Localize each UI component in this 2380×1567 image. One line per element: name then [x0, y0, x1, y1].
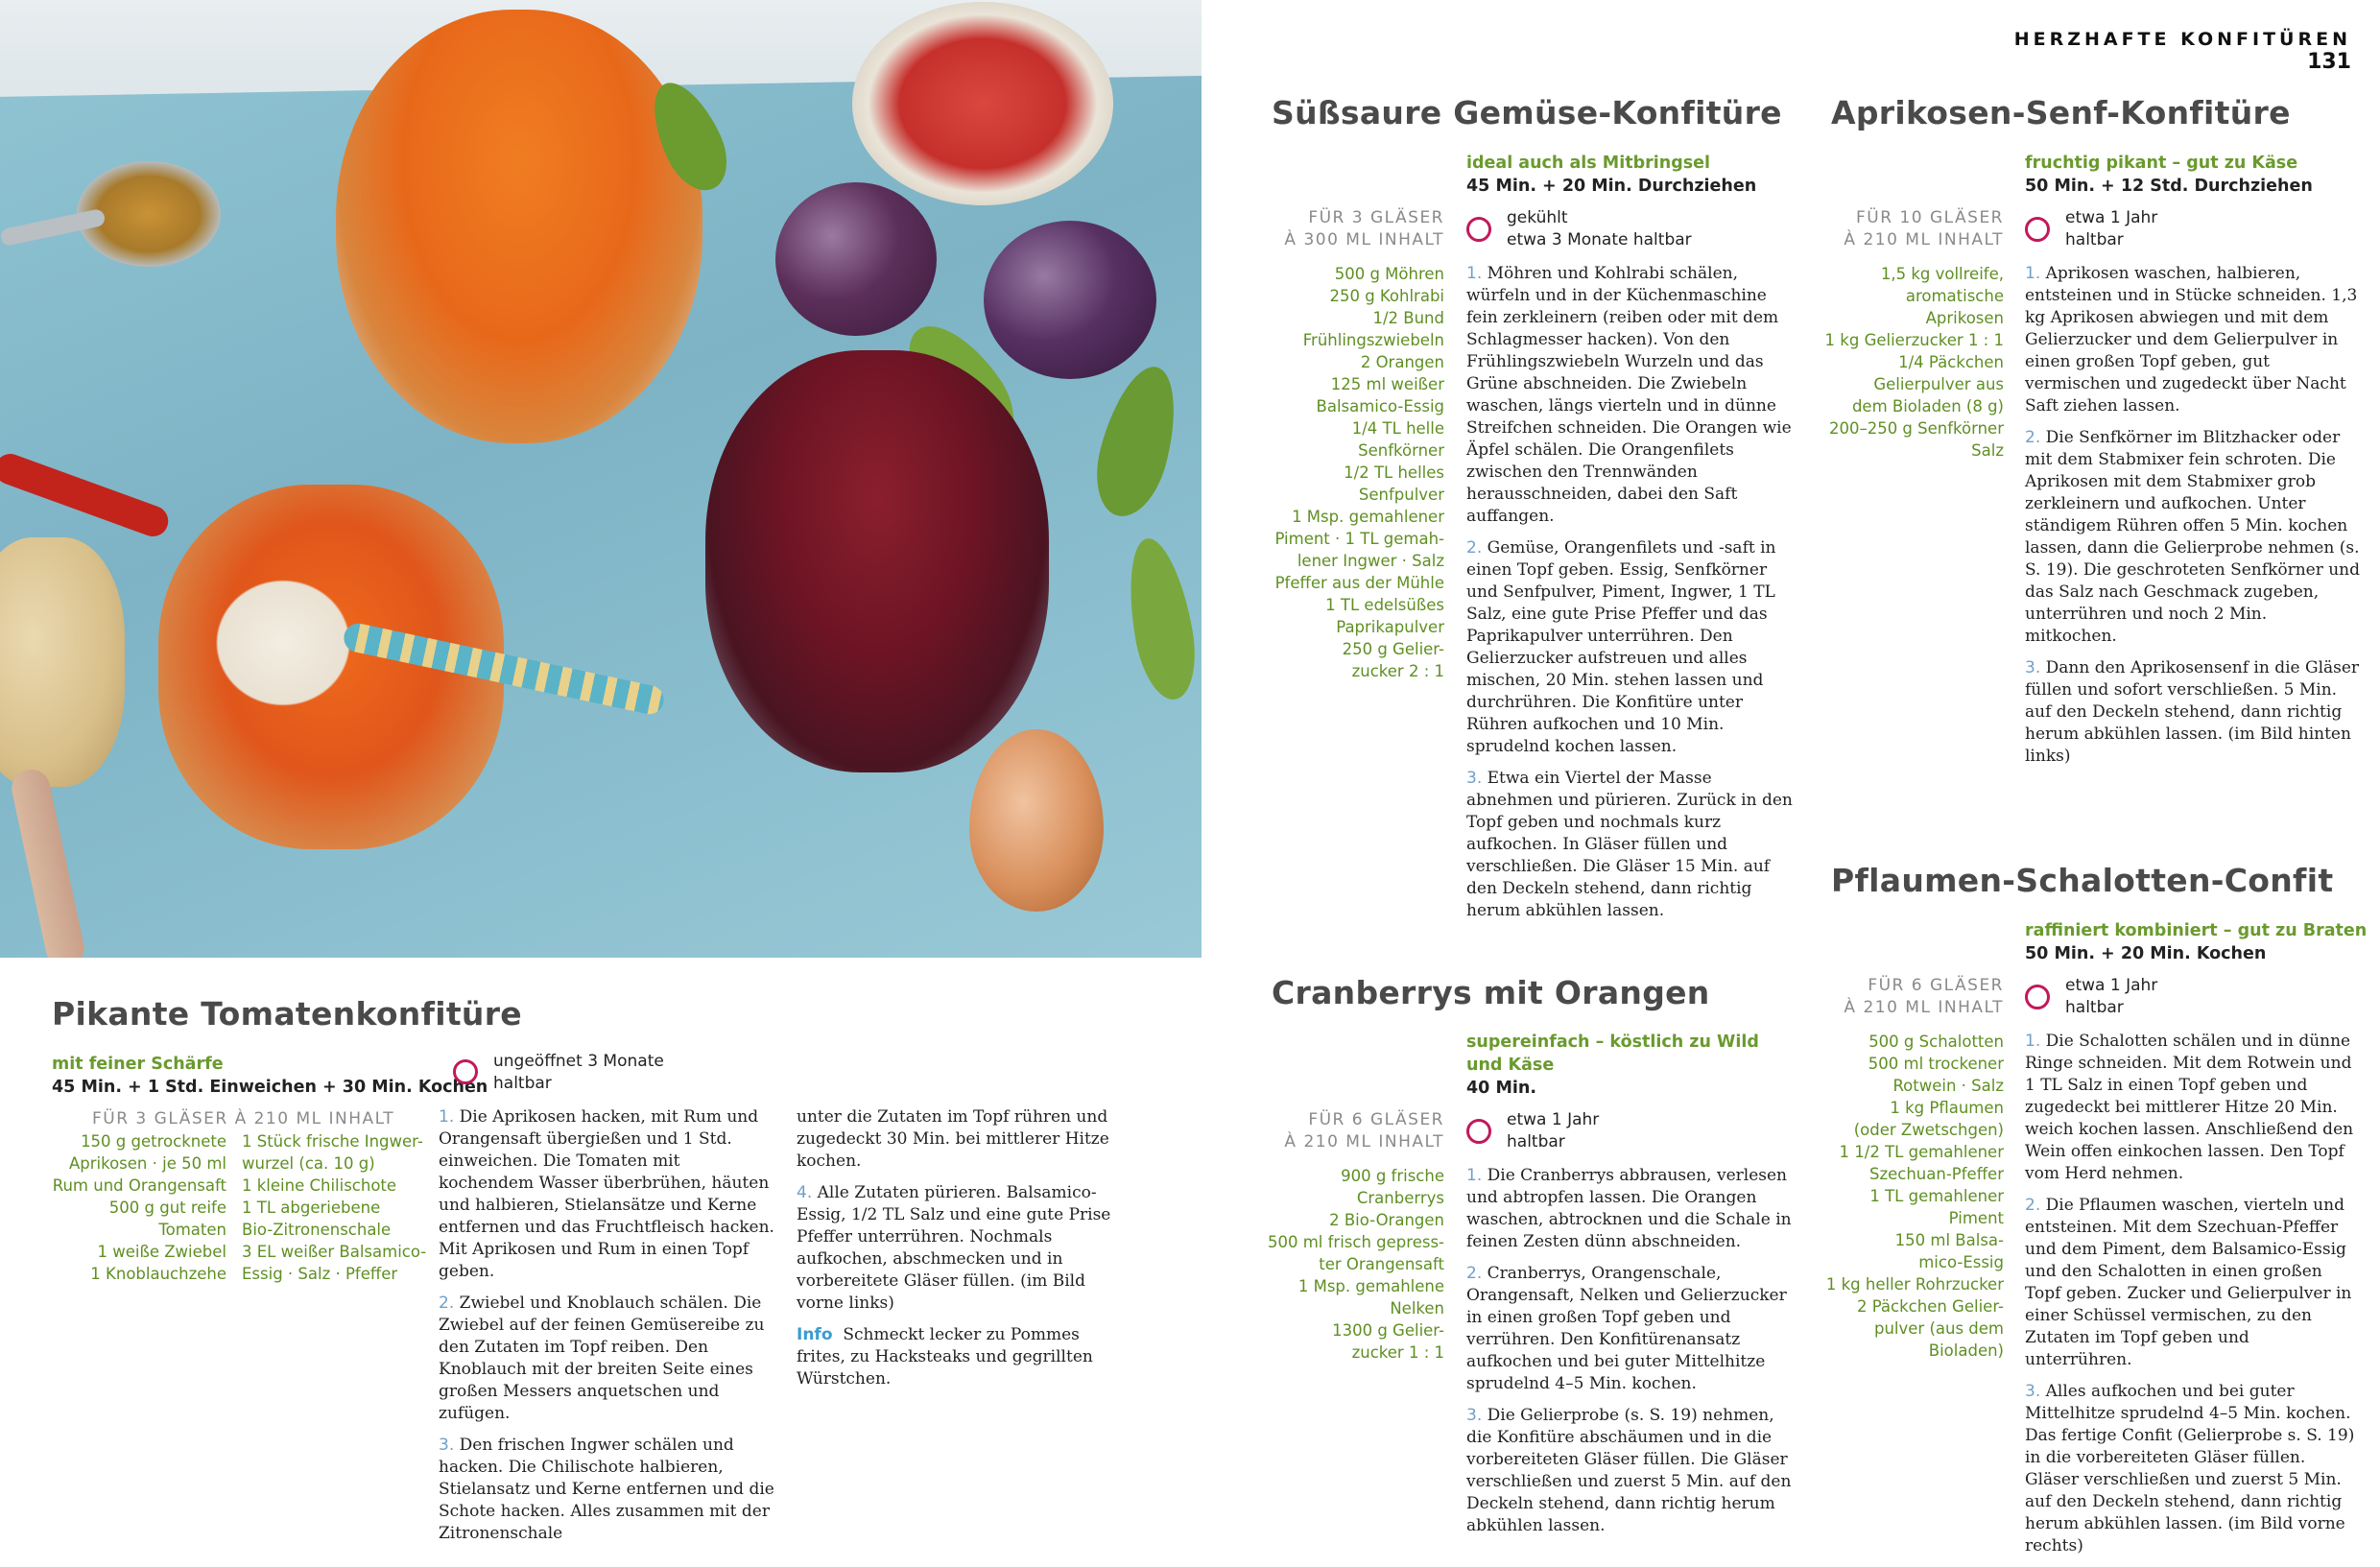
shelf-life	[2065, 207, 2157, 251]
plum	[984, 221, 1156, 379]
ingredient-line: 150 ml Balsa-	[1894, 1231, 2004, 1249]
step-text: Gemüse, Orangenfilets und -saft in einen Topf geben. Essig, Senfkörner und Senfpulver, Piment, Ingwer, 1 TL Salz, eine gute Prise Pfeffer und das Paprikapulver unterrühren. Den Gelierzucker aufstreuen und alles mischen, 20 Min. stehen lassen und durchrühren. Die Konfitüre unter Rühren aufkochen und 10 Min. sprudelnd kochen lassen.	[1466, 538, 1776, 756]
yield-line: À 210 ML INHALT	[1844, 230, 2004, 249]
ingredient-line: 500 ml trockener	[1868, 1055, 2004, 1073]
yield-line: FÜR 3 GLÄSER	[1308, 208, 1444, 227]
ingredient-line: 1 kg heller Rohrzucker	[1825, 1275, 2004, 1294]
ingredient-line: 1 Stück frische Ingwer-	[242, 1132, 423, 1151]
ingredient-line: 500 g Möhren	[1334, 265, 1444, 283]
ingredient-line: zucker 2 : 1	[1351, 662, 1444, 680]
step-number: 3.	[1466, 1406, 1483, 1425]
ingredient-line: Pfeffer aus der Mühle	[1274, 574, 1444, 592]
recipe-time: 40 Min.	[1466, 1079, 1536, 1098]
step-number: 2.	[1466, 538, 1483, 558]
recipe-subtitle: mit feiner Schärfe	[52, 1055, 224, 1074]
ingredient-line: Tomaten	[158, 1221, 226, 1239]
method-steps	[2025, 263, 2361, 777]
ingredient-line: Bioladen)	[1928, 1341, 2004, 1360]
page-number: 131	[2307, 50, 2351, 74]
step-number: 3.	[439, 1436, 455, 1455]
ingredient-line: Rotwein · Salz	[1892, 1077, 2004, 1095]
method-step	[1466, 1165, 1797, 1253]
ingredient-line: (oder Zwetschgen)	[1853, 1121, 2004, 1139]
method-steps	[439, 1106, 774, 1555]
step-continuation: unter die Zutaten im Topf rühren und zugedeckt 30 Min. bei mittlerer Hitze kochen.	[797, 1107, 1109, 1171]
method-step	[1466, 1263, 1797, 1395]
method-steps	[1466, 1165, 1797, 1547]
ingredient-line: 1 weiße Zwiebel	[97, 1243, 226, 1261]
method-step	[1466, 768, 1797, 922]
step-number: 3.	[1466, 769, 1483, 788]
yield-line: FÜR 10 GLÄSER	[1856, 208, 2004, 227]
recipe-yield	[1257, 207, 1444, 251]
shelf-life-line: haltbar	[2065, 998, 2124, 1017]
method-step	[1466, 537, 1797, 758]
ingredient-line: 2 Bio-Orangen	[1329, 1211, 1444, 1229]
shelf-life-ring-icon	[2025, 985, 2050, 1009]
ingredient-line: pulver (aus dem	[1873, 1319, 2004, 1338]
ingredient-line: Balsamico-Essig	[1316, 397, 1444, 415]
step-number: 2.	[1466, 1264, 1483, 1283]
ingredient-line: Aprikosen · je 50 ml	[68, 1154, 226, 1173]
method-steps	[1466, 263, 1797, 932]
shelf-life-line: ungeöffnet 3 Monate	[493, 1052, 664, 1071]
method-steps	[2025, 1031, 2361, 1567]
ingredient-line: 1 kg Gelierzucker 1 : 1	[1824, 331, 2004, 349]
yield-line: FÜR 6 GLÄSER	[1868, 976, 2004, 995]
method-step	[439, 1106, 774, 1283]
ingredient-line: 3 EL weißer Balsamico-	[242, 1243, 427, 1261]
recipe-yield	[1257, 1109, 1444, 1153]
recipe-title: Cranberrys mit Orangen	[1272, 974, 1710, 1011]
ingredient-line: ter Orangensaft	[1319, 1255, 1444, 1273]
ingredient-list	[242, 1130, 434, 1285]
shelf-life-ring-icon	[1466, 1119, 1491, 1144]
step-number: 4.	[797, 1183, 813, 1202]
method-step	[2025, 1381, 2361, 1557]
step-text: Dann den Aprikosensenf in die Gläser füllen und sofort verschließen. 5 Min. auf den Deckeln stehend, dann richtig herum abkühlen lassen. (im Bild hinten links)	[2025, 658, 2360, 766]
shelf-life-ring-icon	[453, 1059, 478, 1084]
ingredient-line: 1 kg Pflaumen	[1890, 1099, 2004, 1117]
step-number: 3.	[2025, 658, 2041, 677]
ingredient-line: 1/2 Bund	[1372, 309, 1444, 327]
recipe-subtitle	[1466, 1031, 1759, 1077]
ingredient-line: 250 g Gelier-	[1342, 640, 1444, 658]
shelf-life-line: etwa 3 Monate haltbar	[1507, 230, 1692, 249]
apricot-jar	[336, 10, 702, 443]
step-number: 1.	[2025, 1032, 2041, 1051]
recipe-subtitle: raffiniert kombiniert – gut zu Braten	[2025, 921, 2368, 940]
ingredient-line: Gelierpulver aus	[1873, 375, 2004, 393]
method-step	[2025, 1031, 2361, 1185]
ingredient-line: 2 Orangen	[1360, 353, 1444, 371]
recipe-title: Pflaumen-Schalotten-Confit	[1831, 862, 2334, 899]
section-title: HERZHAFTE KONFITÜREN	[2013, 29, 2351, 50]
shelf-life-ring-icon	[1466, 217, 1491, 242]
ingredient-line: Szechuan-Pfeffer	[1868, 1165, 2004, 1183]
method-step	[2025, 1195, 2361, 1371]
ingredient-line: 250 g Kohlrabi	[1329, 287, 1444, 305]
ingredient-line: Aprikosen	[1925, 309, 2004, 327]
step-text: Den frischen Ingwer schälen und hacken. Die Chilischote halbieren, Stielansatz und Kerne entfernen und die Schote hacken. Alles zusammen mit der Zitronenschale	[439, 1436, 774, 1543]
step-text: Möhren und Kohlrabi schälen, würfeln und in der Küchenmaschine fein zerkleinern (reiben oder mit dem Schlagmesser hacken). Von den Frühlingszwiebeln Wurzeln und das Grüne abschneiden. Die Zwiebeln waschen, längs vierteln und in dünne Streifchen schneiden. Die Orangen wie Äpfel schälen. Die Orangenfilets zwischen den Trennwänden herausschneiden, dabei den Saft auffangen.	[1466, 264, 1792, 526]
ingredient-line: lener Ingwer · Salz	[1297, 552, 1444, 570]
yield-line: À 210 ML INHALT	[1844, 998, 2004, 1017]
jam-jars-photo	[0, 0, 1202, 958]
ingredient-list	[1238, 1165, 1444, 1364]
method-step	[1466, 1405, 1797, 1537]
ingredient-line: 125 ml weißer	[1330, 375, 1444, 393]
ingredient-line: 150 g getrocknete	[81, 1132, 226, 1151]
ingredient-line: zucker 1 : 1	[1351, 1343, 1444, 1362]
step-number: 1.	[1466, 1166, 1483, 1185]
ingredient-line: 1 1/2 TL gemahlener	[1839, 1143, 2004, 1161]
step-number: 2.	[2025, 428, 2041, 447]
method-step	[2025, 263, 2361, 417]
subtitle-line: supereinfach – köstlich zu Wild	[1466, 1033, 1759, 1052]
ingredient-line: 1/4 TL helle	[1351, 419, 1444, 438]
ingredient-line: 900 g frische	[1341, 1167, 1444, 1185]
recipe-time: 50 Min. + 12 Std. Durchziehen	[2025, 177, 2313, 196]
ingredient-line: 1,5 kg vollreife,	[1880, 265, 2004, 283]
shelf-life	[1507, 1109, 1599, 1153]
step-text: Aprikosen waschen, halbieren, entsteinen und in Stücke schneiden. 1,3 kg Aprikosen abwiegen und mit dem Gelierzucker und dem Gelierpulver in einen großen Topf geben, gut vermischen und zugedeckt über Nacht Saft ziehen lassen.	[2025, 264, 2358, 415]
step-text: Die Cranberrys abbrausen, verlesen und abtropfen lassen. Die Orangen waschen, abtrocknen und die Schale in feinen Zesten dünn abschneiden.	[1466, 1166, 1792, 1251]
subtitle-line: und Käse	[1466, 1056, 1555, 1075]
ingredient-line: 1 Msp. gemahlener	[1292, 508, 1444, 526]
ingredient-line: Salz	[1971, 441, 2004, 460]
step-text: Alle Zutaten pürieren. Balsamico-Essig, 1/2 TL Salz und eine gute Prise Pfeffer unterrühren. Nochmals aufkochen, abschmecken und in vorbereitete Gläser füllen. (im Bild vorne links)	[797, 1183, 1111, 1313]
ingredient-line: 1300 g Gelier-	[1332, 1321, 1444, 1340]
recipe-time: 50 Min. + 20 Min. Kochen	[2025, 944, 2267, 963]
ingredient-line: 500 ml frisch gepress-	[1267, 1233, 1444, 1251]
ingredient-line: Piment · 1 TL gemah-	[1274, 530, 1444, 548]
shelf-life	[2065, 975, 2157, 1019]
ingredient-line: 1/2 TL helles	[1344, 463, 1444, 482]
ingredient-line: Senfkörner	[1358, 441, 1444, 460]
serving-spoon	[206, 571, 360, 715]
step-number: 2.	[2025, 1196, 2041, 1215]
step-number: 1.	[1466, 264, 1483, 283]
yield-line: FÜR 6 GLÄSER	[1308, 1110, 1444, 1129]
recipe-subtitle: fruchtig pikant – gut zu Käse	[2025, 154, 2298, 173]
ingredient-line: Bio-Zitronenschale	[242, 1221, 392, 1239]
ingredient-line: 1 Knoblauchzehe	[90, 1265, 226, 1283]
recipe-title: Süßsaure Gemüse-Konfitüre	[1272, 94, 1782, 131]
info-note	[797, 1324, 1128, 1390]
ingredient-line: mico-Essig	[1918, 1253, 2004, 1271]
ingredient-line: Essig · Salz · Pfeffer	[242, 1265, 398, 1283]
ingredient-list	[1775, 263, 2004, 462]
ingredient-line: 1 TL edelsüßes	[1325, 596, 1444, 614]
method-step	[2025, 427, 2361, 648]
step-text: Zwiebel und Knoblauch schälen. Die Zwiebel auf der feinen Gemüsereibe zu den Zutaten im Topf reiben. Den Knoblauch mit der breiten Seite eines großen Messers anquetschen und zufügen.	[439, 1294, 765, 1423]
step-text: Die Gelierprobe (s. S. 19) nehmen, die Konfitüre abschäumen und in die vorbereiteten Gläser füllen. Die Gläser verschließen und zuerst 5 Min. auf den Deckeln stehend, dann richtig herum abkühlen lassen.	[1466, 1406, 1792, 1535]
step-text: Cranberrys, Orangenschale, Orangensaft, Nelken und Gelierzucker in einen großen Topf geben und verrühren. Den Konfitürenansatz aufkochen und bei guter Mittelhitze sprudelnd 4–5 Min. kochen.	[1466, 1264, 1787, 1393]
recipe-title: Pikante Tomatenkonfitüre	[52, 995, 522, 1033]
ingredient-line: Paprikapulver	[1336, 618, 1444, 636]
recipe-time: 45 Min. + 1 Std. Einweichen + 30 Min. Kochen	[52, 1078, 488, 1097]
step-number: 1.	[439, 1107, 455, 1127]
shelf-life	[1507, 207, 1692, 251]
shelf-life-ring-icon	[2025, 217, 2050, 242]
ingredient-list	[1238, 263, 1444, 682]
ingredient-line: 1 TL abgeriebene	[242, 1199, 381, 1217]
ingredient-line: 1 TL gemahlener	[1869, 1187, 2004, 1205]
step-text: Die Pflaumen waschen, vierteln und entsteinen. Mit dem Szechuan-Pfeffer und dem Piment, dem Balsamico-Essig und den Schalotten in einen großen Topf geben. Zucker und Gelierpulver in einer Schüssel vermischen, zu den Zutaten im Topf geben und unterrühren.	[2025, 1196, 2352, 1369]
recipe-yield	[1804, 975, 2004, 1019]
method-step	[1466, 263, 1797, 528]
ingredient-line: Nelken	[1390, 1299, 1444, 1318]
method-step	[797, 1182, 1128, 1315]
shelf-life-line: haltbar	[2065, 230, 2124, 249]
ginger-root	[0, 537, 125, 787]
recipe-yield	[1804, 207, 2004, 251]
ingredient-line: 500 g gut reife	[108, 1199, 226, 1217]
ingredient-line: Rum und Orangensaft	[52, 1176, 226, 1195]
info-label: Info	[797, 1325, 833, 1344]
ingredient-line: Piment	[1948, 1209, 2004, 1227]
ingredient-line: Cranberrys	[1356, 1189, 1444, 1207]
yield-line: À 210 ML INHALT	[1284, 1132, 1444, 1152]
step-text: Die Schalotten schälen und in dünne Ringe schneiden. Mit dem Rotwein und 1 TL Salz in einen Topf geben und zugedeckt bei mittlerer Hitze 20 Min. weich kochen lassen. Anschließend den Wein offen einkochen lassen. Den Topf vom Herd nehmen.	[2025, 1032, 2354, 1183]
method-step	[439, 1293, 774, 1425]
shelf-life-line: etwa 1 Jahr	[2065, 208, 2158, 227]
method-steps-continued	[797, 1106, 1128, 1400]
step-number: 2.	[439, 1294, 455, 1313]
step-number: 1.	[2025, 264, 2041, 283]
method-step	[2025, 657, 2361, 768]
recipe-time: 45 Min. + 20 Min. Durchziehen	[1466, 177, 1757, 196]
info-text: Schmeckt lecker zu Pommes frites, zu Hacksteaks und gegrillten Würstchen.	[797, 1325, 1093, 1389]
step-text: Die Senfkörner im Blitzhacker oder mit dem Stabmixer fein schroten. Die Aprikosen mit dem Stabmixer grob zerkleinern und aufkochen. Unter ständigem Rühren offen 5 Min. kochen lassen, dann die Gelierprobe nehmen (s. S. 19). Die geschroteten Senfkörner und das Salz nach Geschmack zugeben, unterrühren und noch 2 Min. mitkochen.	[2025, 428, 2361, 646]
step-text: Alles aufkochen und bei guter Mittelhitze sprudelnd 4–5 Min. kochen. Das fertige Confit (Gelierprobe s. S. 19) in die vorbereiteten Gläser füllen. Gläser verschließen und zuerst 5 Min. auf den Deckeln stehend, dann richtig herum abkühlen lassen. (im Bild vorne rechts)	[2025, 1382, 2355, 1555]
method-step	[439, 1435, 774, 1545]
ingredient-line: 1/4 Päckchen	[1898, 353, 2004, 371]
ingredient-list	[38, 1130, 226, 1285]
ingredient-line: 500 g Schalotten	[1868, 1033, 2004, 1051]
recipe-title: Aprikosen-Senf-Konfitüre	[1831, 94, 2291, 131]
shelf-life-line: haltbar	[1507, 1132, 1565, 1152]
shelf-life-line: haltbar	[493, 1074, 552, 1093]
ingredient-line: 1 Msp. gemahlene	[1297, 1277, 1444, 1295]
recipe-yield: FÜR 3 GLÄSER À 210 ML INHALT	[92, 1109, 395, 1128]
small-bowl	[852, 2, 1113, 205]
step-text: Etwa ein Viertel der Masse abnehmen und pürieren. Zurück in den Topf geben und nochmals kurz aufkochen. In Gläser füllen und verschließen. Die Gläser 15 Min. auf den Deckeln stehend, dann richtig herum abkühlen lassen.	[1466, 769, 1793, 920]
ingredient-line: Frühlingszwiebeln	[1302, 331, 1444, 349]
shelf-life-line: gekühlt	[1507, 208, 1568, 227]
ingredient-list	[1775, 1031, 2004, 1362]
shelf-life-line: etwa 1 Jahr	[1507, 1110, 1600, 1129]
ingredient-line: 200–250 g Senfkörner	[1828, 419, 2004, 438]
running-header	[1967, 29, 2351, 74]
ingredient-line: aromatische	[1905, 287, 2004, 305]
ingredient-line: 1 kleine Chilischote	[242, 1176, 397, 1195]
ingredient-line: 2 Päckchen Gelier-	[1856, 1297, 2004, 1316]
shelf-life	[493, 1051, 664, 1095]
step-number: 3.	[2025, 1382, 2041, 1401]
plum	[775, 182, 937, 336]
yield-line: À 300 ML INHALT	[1284, 230, 1444, 249]
plum-jam-jar	[705, 350, 1049, 772]
ingredient-line: dem Bioladen (8 g)	[1851, 397, 2004, 415]
recipe-subtitle: ideal auch als Mitbringsel	[1466, 154, 1711, 173]
ingredient-line: Senfpulver	[1358, 486, 1444, 504]
step-text: Die Aprikosen hacken, mit Rum und Orangensaft übergießen und 1 Std. einweichen. Die Tomaten mit kochendem Wasser überbrühen, häuten und halbieren, Stielansätze und Kerne entfernen und das Fruchtfleisch hacken. Mit Aprikosen und Rum in einen Topf geben.	[439, 1107, 774, 1281]
ingredient-line: wurzel (ca. 10 g)	[242, 1154, 375, 1173]
shelf-life-line: etwa 1 Jahr	[2065, 976, 2158, 995]
